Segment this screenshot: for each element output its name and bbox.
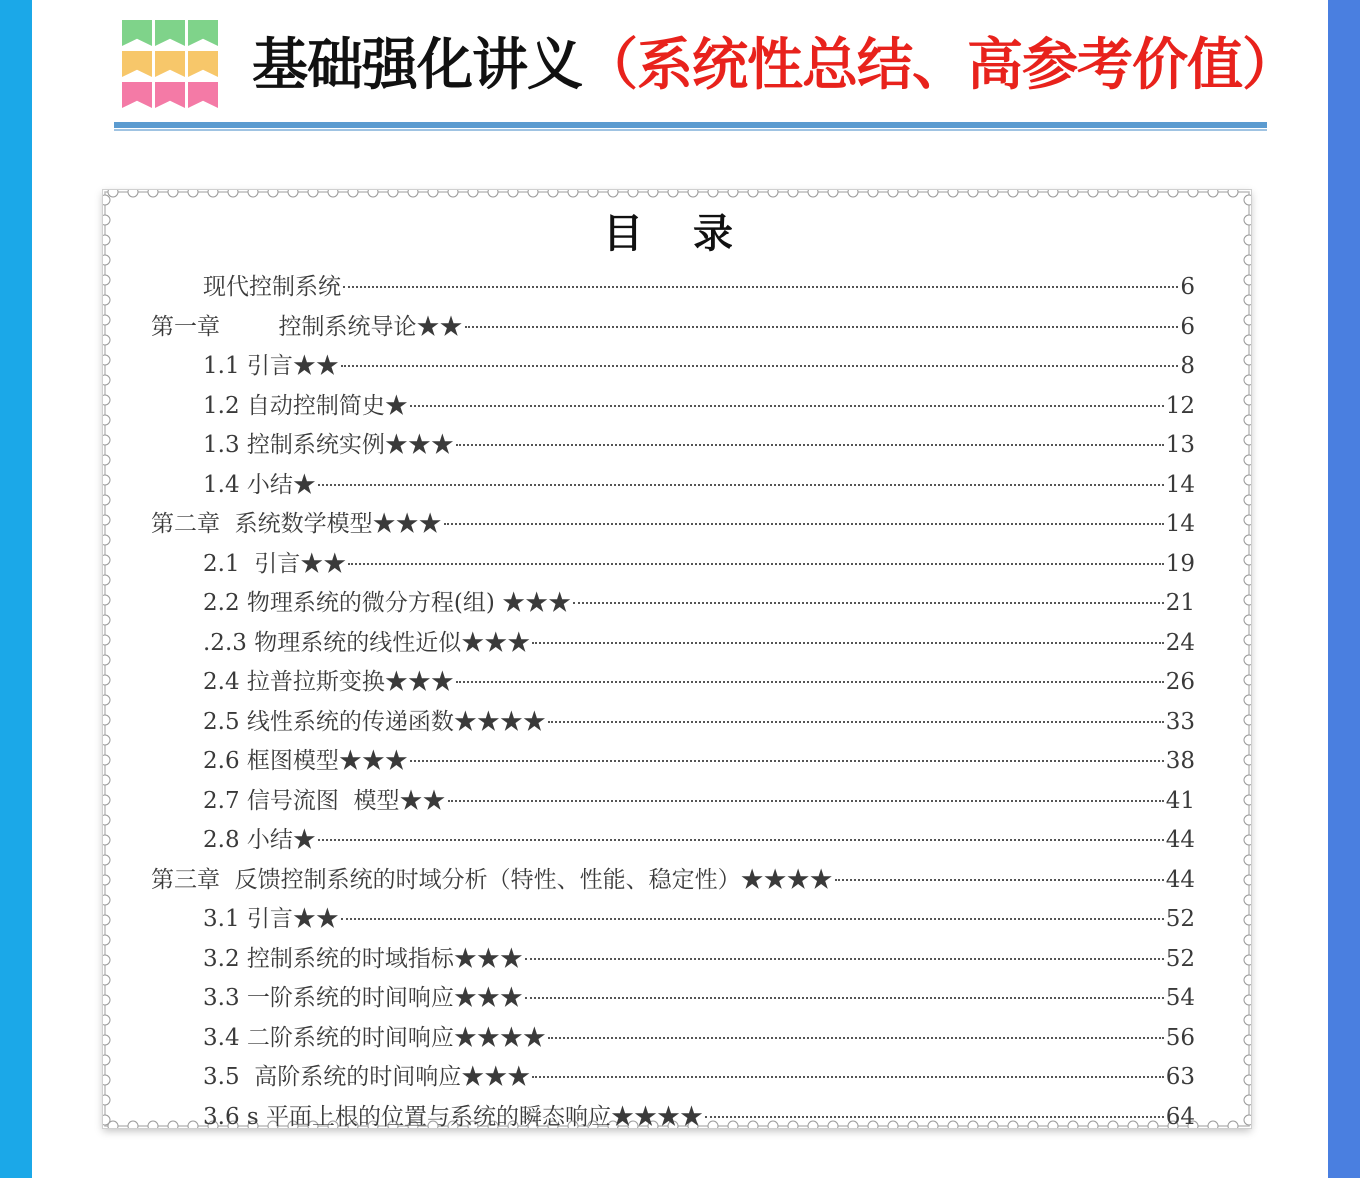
toc-entry <box>203 387 1195 425</box>
toc-page-number: 64 <box>1165 1103 1195 1130</box>
toc-dot-leader <box>456 444 1164 446</box>
toc-entry <box>203 1019 1195 1057</box>
toc-page-number: 14 <box>1165 511 1195 537</box>
toc-dot-leader <box>410 760 1164 762</box>
toc-entry <box>151 861 1195 899</box>
toc-entry-title: 现代控制系统 <box>203 274 341 300</box>
toc-entry <box>203 426 1195 464</box>
toc-entry-title: 1.2 自动控制简史★ <box>203 392 408 419</box>
toc-dot-leader <box>444 523 1164 525</box>
toc-page-number: 6 <box>1180 274 1195 300</box>
toc-entry <box>203 703 1195 741</box>
toc-entry <box>203 545 1195 583</box>
toc-entry-title: 1.1 引言★★ <box>203 353 339 379</box>
toc-page-number: 52 <box>1165 906 1195 932</box>
toc-page-number: 24 <box>1165 629 1195 656</box>
toc-document-image <box>103 190 1251 1128</box>
toc-page-number: 12 <box>1165 392 1195 419</box>
toc-dot-leader <box>532 1076 1164 1078</box>
toc-entry-title: 2.5 线性系统的传递函数★★★★ <box>203 708 546 735</box>
toc-entry <box>203 900 1195 938</box>
toc-dot-leader <box>343 286 1178 288</box>
toc-page-number: 6 <box>1180 313 1195 340</box>
left-accent-bar <box>0 0 32 1178</box>
toc-entry-title: 2.6 框图模型★★★ <box>203 748 408 774</box>
toc-page-number: 44 <box>1165 866 1195 893</box>
toc-entry <box>151 505 1195 543</box>
title-divider-light <box>114 129 1267 131</box>
toc-dot-leader <box>341 365 1178 367</box>
toc-entry-title: 3.4 二阶系统的时间响应★★★★ <box>203 1024 546 1051</box>
toc-entry-title: 3.1 引言★★ <box>203 906 339 932</box>
toc-entry <box>203 979 1195 1017</box>
toc-entry-title: 2.1 引言★★ <box>203 550 347 577</box>
toc-dot-leader <box>525 958 1164 960</box>
toc-dot-leader <box>465 326 1179 328</box>
toc-page-number: 13 <box>1165 432 1195 458</box>
toc-dot-leader <box>548 721 1164 723</box>
toc-dot-leader <box>835 879 1164 881</box>
toc-page-number: 54 <box>1165 985 1195 1011</box>
toc-entry <box>203 347 1195 385</box>
toc-page-number: 52 <box>1165 945 1195 972</box>
toc-dot-leader <box>318 484 1164 486</box>
toc-page-number: 8 <box>1180 353 1195 379</box>
toc-entry-title: 1.4 小结★ <box>203 471 316 498</box>
toc-dot-leader <box>348 563 1164 565</box>
toc-heading: 目 录 <box>603 210 751 257</box>
toc-entry <box>203 268 1195 306</box>
toc-entry <box>203 821 1195 859</box>
bunting-flags-icon <box>122 20 218 112</box>
toc-dot-leader <box>341 918 1164 920</box>
toc-entry-title: 第二章 系统数学模型★★★ <box>151 511 442 537</box>
toc-entry <box>203 782 1195 820</box>
toc-entry-title: 3.3 一阶系统的时间响应★★★ <box>203 985 523 1011</box>
toc-entry-title: 2.4 拉普拉斯变换★★★ <box>203 669 454 695</box>
toc-dot-leader <box>456 681 1164 683</box>
toc-entry <box>203 1058 1195 1096</box>
toc-dot-leader <box>705 1116 1164 1118</box>
toc-page-number: 44 <box>1165 827 1195 853</box>
toc-page-number: 21 <box>1165 590 1195 616</box>
toc-page-number: 41 <box>1165 787 1195 814</box>
toc-dot-leader <box>448 800 1164 802</box>
toc-entry-title: 3.5 高阶系统的时间响应★★★ <box>203 1064 531 1090</box>
toc-dot-leader <box>525 997 1164 999</box>
toc-entry <box>203 940 1195 978</box>
toc-page-number: 19 <box>1165 550 1195 577</box>
title-divider <box>114 122 1267 128</box>
toc-entry <box>203 466 1195 504</box>
toc-entry <box>203 1098 1195 1136</box>
toc-entry-title: 2.2 物理系统的微分方程(组) ★★★ <box>203 590 572 616</box>
toc-entry-title: 3.2 控制系统的时域指标★★★ <box>203 945 523 972</box>
toc-dot-leader <box>410 405 1164 407</box>
title-main: 基础强化讲义 <box>252 33 582 98</box>
toc-entry <box>151 308 1195 346</box>
page-title <box>252 26 1297 106</box>
toc-entry <box>203 624 1195 662</box>
toc-entry <box>203 584 1195 622</box>
toc-entry-title: 第一章 控制系统导论★★ <box>151 313 463 340</box>
toc-dot-leader <box>548 1037 1164 1039</box>
toc-page-number: 33 <box>1165 708 1195 735</box>
toc-entry-title: 1.3 控制系统实例★★★ <box>203 432 454 458</box>
toc-entry-title: 第三章 反馈控制系统的时域分析（特性、性能、稳定性）★★★★ <box>151 866 833 893</box>
title-subtitle: （系统性总结、高参考价值） <box>582 33 1297 98</box>
toc-entry-title: 3.6 s 平面上根的位置与系统的瞬态响应★★★★ <box>203 1103 704 1130</box>
right-accent-bar <box>1328 0 1360 1178</box>
toc-dot-leader <box>318 839 1164 841</box>
toc-entry <box>203 742 1195 780</box>
toc-dot-leader <box>573 602 1164 604</box>
toc-page-number: 26 <box>1165 669 1195 695</box>
toc-page-number: 14 <box>1165 471 1195 498</box>
toc-page-number: 63 <box>1165 1064 1195 1090</box>
toc-entry-title: 2.7 信号流图 模型★★ <box>203 787 446 814</box>
toc-dot-leader <box>532 642 1164 644</box>
toc-page-number: 56 <box>1165 1024 1195 1051</box>
toc-entry-title: .2.3 物理系统的线性近似★★★ <box>203 629 531 656</box>
toc-entry <box>203 663 1195 701</box>
toc-entry-title: 2.8 小结★ <box>203 827 316 853</box>
toc-page-number: 38 <box>1165 748 1195 774</box>
